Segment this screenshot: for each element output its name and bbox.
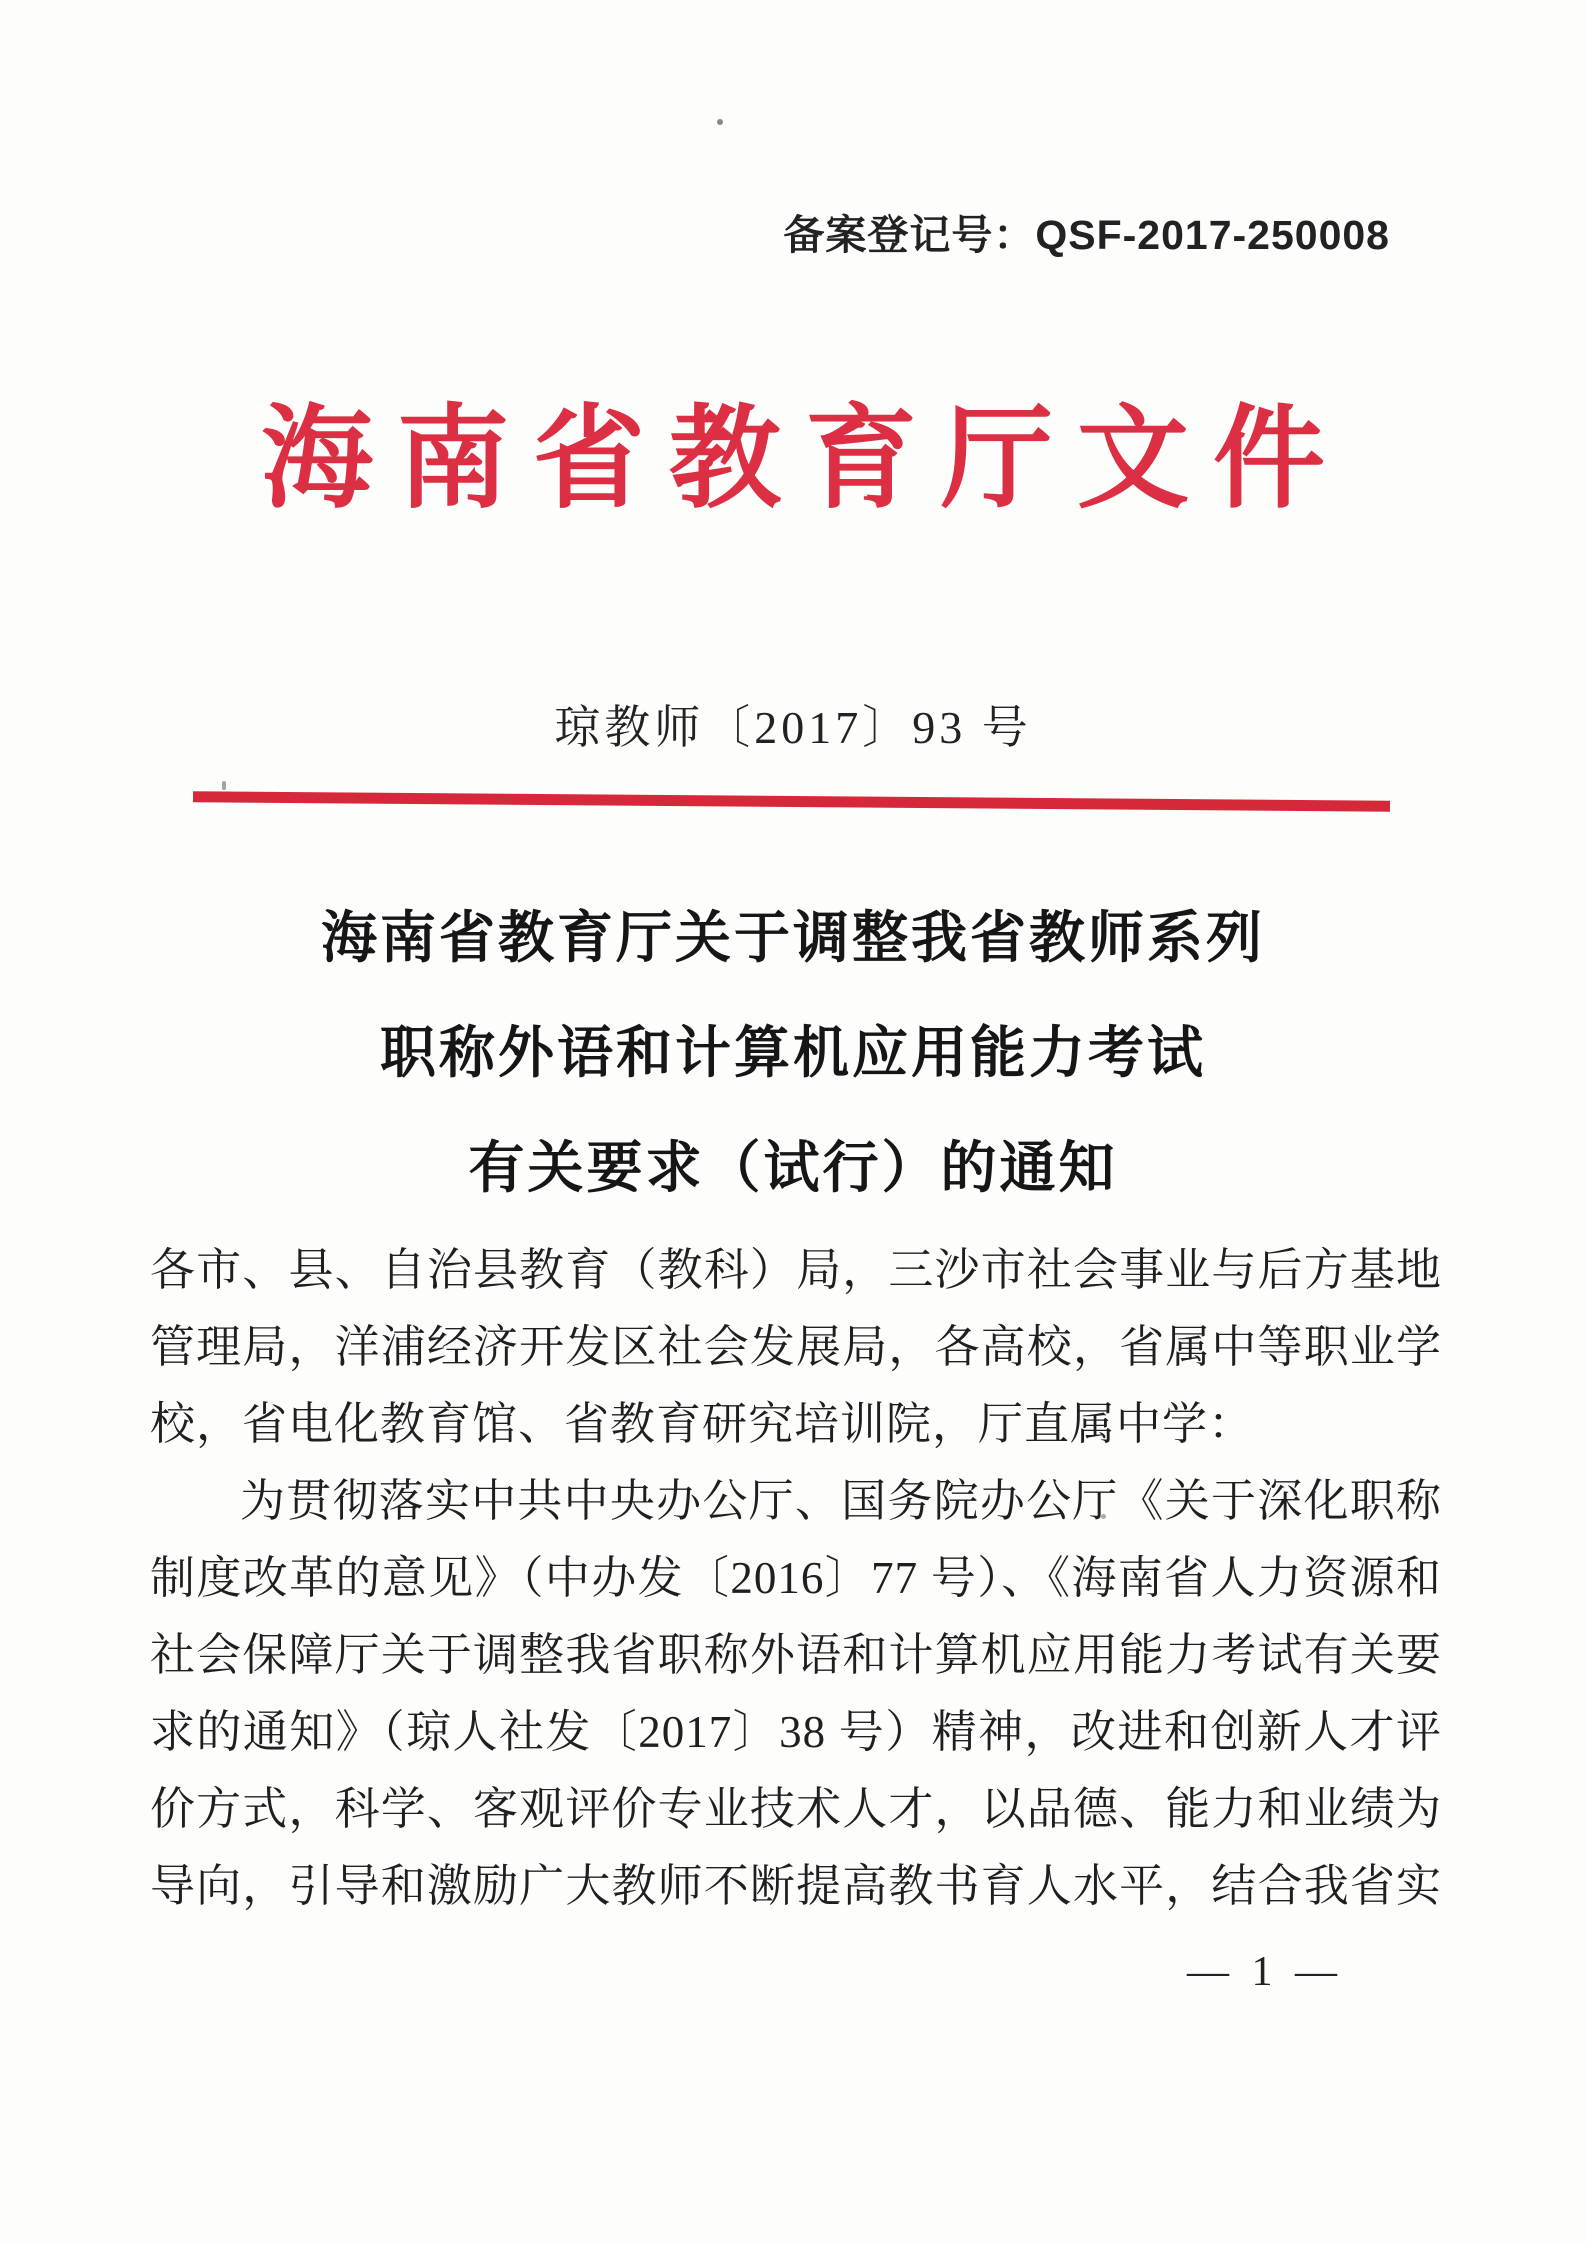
recipients-line: 管理局，洋浦经济开发区社会发展局，各高校，省属中等职业学 [150,1322,1442,1372]
document-title-line-1: 海南省教育厅关于调整我省教师系列 [321,906,1265,969]
paragraph-line: 社会保障厅关于调整我省职称外语和计算机应用能力考试有关要 [150,1630,1442,1680]
document-body [150,1232,1442,1925]
paragraph-line: 导向，引导和激励广大教师不断提高教书育人水平，结合我省实 [150,1861,1442,1911]
document-title [148,880,1438,1225]
registration-label: 备案登记号： [783,212,1036,258]
registration-value: QSF-2017-250008 [1035,212,1390,258]
recipients-line: 校，省电化教育馆、省教育研究培训院，厅直属中学： [150,1399,1255,1449]
scan-speck [1101,1514,1106,1519]
scan-speck [222,781,226,790]
scan-speck [717,119,723,125]
document-reference-number: 琼教师〔2017〕93 号 [554,702,1032,753]
document-title-line-2: 职称外语和计算机应用能力考试 [380,1021,1206,1084]
issuing-authority-banner: 海南省教育厅文件 [261,398,1349,522]
registration-number-line [783,202,1390,261]
document-title-line-3: 有关要求（试行）的通知 [468,1136,1118,1199]
paragraph-line: 为贯彻落实中共中央办公厅、国务院办公厅《关于深化职称 [240,1476,1442,1526]
page-number: — 1 — [1187,1949,1343,1995]
recipients-line: 各市、县、自治县教育（教科）局，三沙市社会事业与后方基地 [150,1245,1442,1295]
paragraph-line: 求的通知》（琼人社发〔2017〕38 号）精神，改进和创新人才评 [150,1707,1442,1757]
red-divider-line [193,791,1390,811]
paragraph-line: 价方式，科学、客观评价专业技术人才，以品德、能力和业绩为 [150,1784,1442,1834]
paragraph-line: 制度改革的意见》（中办发〔2016〕77 号）、《海南省人力资源和 [150,1553,1442,1603]
